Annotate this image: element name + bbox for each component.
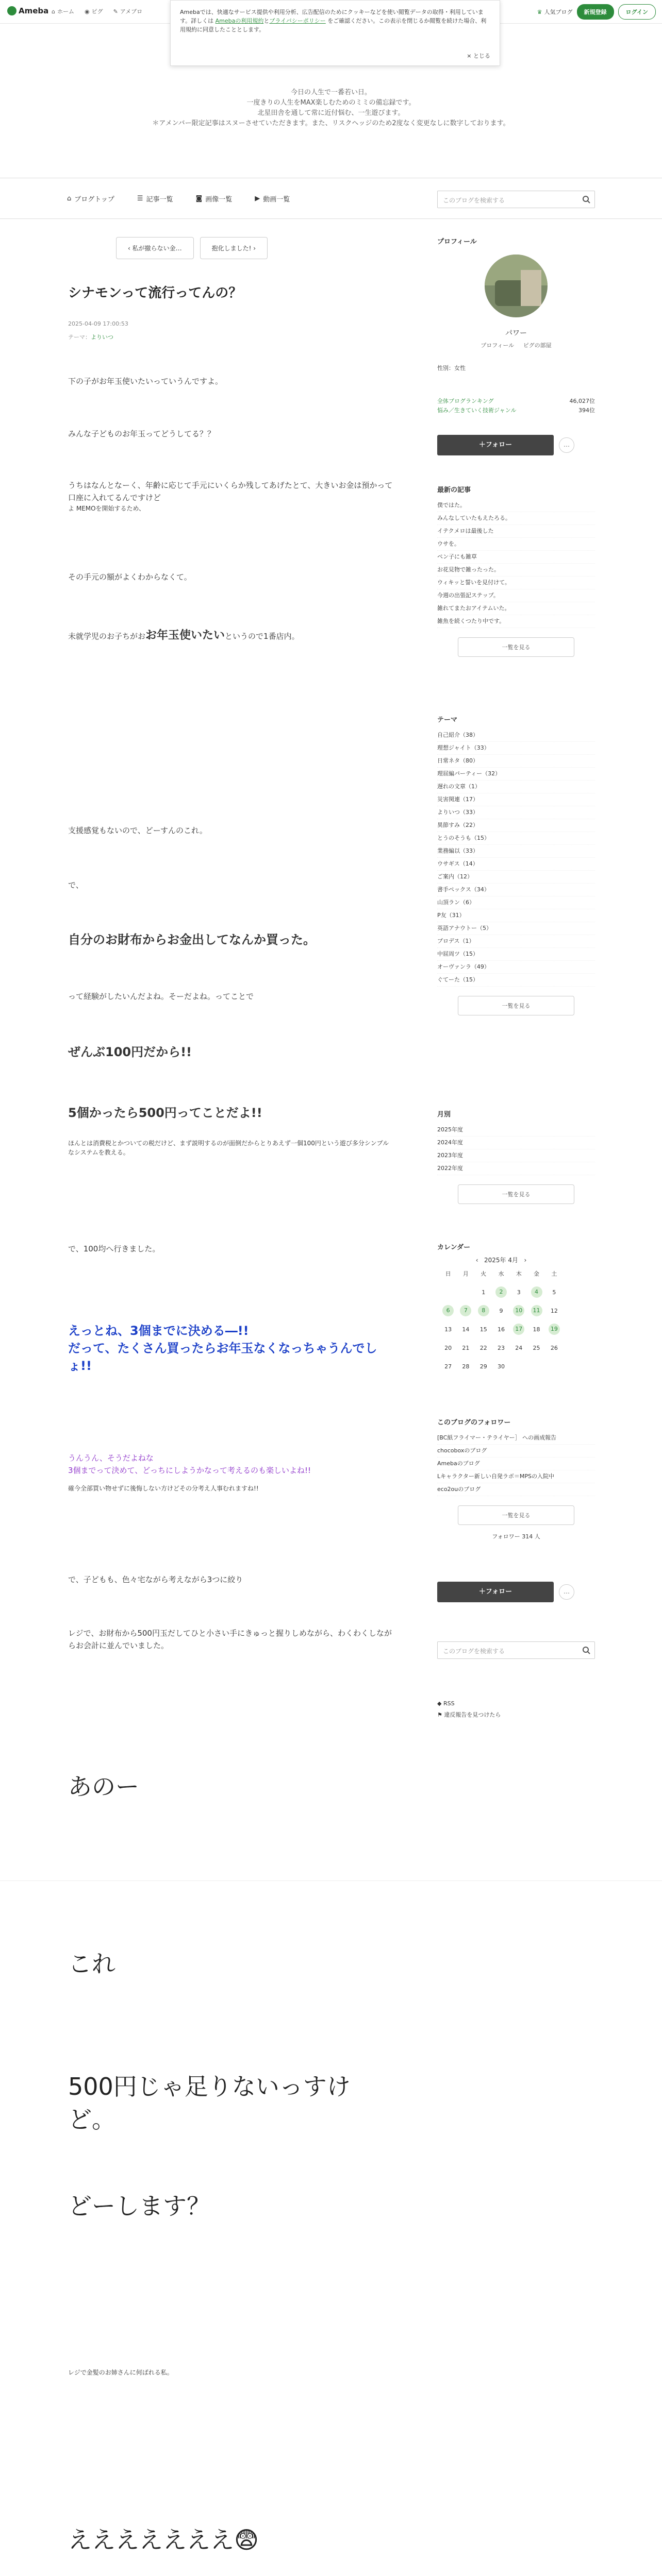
blog-desc-line: ＊アメンバー限定記事はスヌーさせていただきます。また、リスクヘッジのため2度なく変更なしに数字しております。: [152, 120, 510, 127]
article-paragraph: って経験がしたいんだよね。そーだよね。ってことで: [68, 992, 254, 1001]
login-button[interactable]: ログイン: [618, 4, 656, 20]
prev-article-button[interactable]: ‹ 私が撤らない金…: [116, 237, 194, 259]
profile-link[interactable]: プロフィール: [481, 342, 515, 349]
more-options-button[interactable]: …: [559, 1584, 574, 1600]
follower-item[interactable]: Amebaのブログ: [437, 1458, 595, 1470]
blog-description: [0, 88, 662, 129]
article-paragraph: 支援感覚もないので、どーすんのこれ。: [68, 826, 207, 835]
profile-avatar-wrap: [437, 255, 595, 321]
theme-heading: テーマ: [437, 716, 458, 724]
prev-next-nav: [116, 237, 268, 259]
followers-more-button[interactable]: 一覧を見る: [458, 1505, 574, 1525]
popular-blog-link[interactable]: ♛ 人気ブログ: [537, 8, 573, 15]
article-paragraph: で、: [68, 880, 84, 890]
top-nav-ameblo[interactable]: ✎ アメブロ: [113, 8, 143, 15]
nav-video-list[interactable]: ▶ 動画一覧: [255, 195, 290, 204]
follower-item[interactable]: Lキャラクター新しい自発ラボ＝MPSの入院中: [437, 1470, 595, 1483]
article-paragraph: みんな子どものお年玉ってどうしてる？？: [68, 429, 216, 438]
search-icon[interactable]: [582, 195, 590, 204]
calendar-week: 6 7 8 9 10 11 12: [439, 1301, 563, 1320]
article-date: 2025-04-09 17:00:53: [68, 320, 128, 327]
calendar-day-with-post[interactable]: 6: [439, 1301, 457, 1320]
home-icon: ⌂: [67, 195, 72, 202]
calendar-next-icon[interactable]: ›: [524, 1257, 527, 1264]
sidebar-recent: [437, 484, 595, 657]
article-big-text: 500円じゃ足りないっすけど。: [68, 2073, 351, 2133]
recent-item[interactable]: 今週の出張記ステップ。: [437, 589, 595, 602]
article-paragraph: うちはなんとなーく、年齢に応じて手元にいくらか残してあげたとて、大きいお金は預かって口座に入れてるんですけど よ MEMOを開始するため、: [68, 481, 393, 512]
profile-links: [437, 341, 595, 349]
camera-icon: ◙: [195, 195, 203, 202]
nav-blog-top[interactable]: ⌂ ブログトップ: [67, 195, 114, 204]
theme-item[interactable]: ご案内（12）: [437, 871, 595, 884]
top-nav-home[interactable]: ⌂ ホーム: [52, 8, 74, 15]
theme-item[interactable]: P友（31）: [437, 909, 595, 922]
calendar-prev-icon[interactable]: ‹: [475, 1257, 478, 1264]
theme-item[interactable]: 英語アナウトー（5）: [437, 922, 595, 935]
calendar-week: 27 28 29 30: [444, 1363, 505, 1370]
theme-item[interactable]: ウサギス（14）: [437, 858, 595, 871]
theme-item[interactable]: とうのそうも（15）: [437, 832, 595, 845]
follower-item[interactable]: chocoboxのブログ: [437, 1445, 595, 1458]
calendar-heading: カレンダー: [437, 1244, 471, 1251]
month-item[interactable]: 2023年度: [437, 1149, 595, 1162]
profile-heading: プロフィール: [437, 238, 477, 246]
top-nav-pig[interactable]: ◉ ピグ: [84, 8, 103, 15]
recent-item[interactable]: 雑れてまたおアイテムいた。: [437, 602, 595, 615]
blog-search-input[interactable]: このブログを検索する: [437, 191, 595, 208]
theme-item[interactable]: 災害関連（17）: [437, 793, 595, 806]
article-paragraph: その手元の額がよくわからなくて。: [68, 572, 192, 582]
calendar-weekdays: 日 月 火 水 木 金 土: [445, 1270, 557, 1277]
notice-close-button[interactable]: × とじる: [467, 53, 490, 59]
recent-item[interactable]: お花見物で雑ったった。: [437, 564, 595, 577]
calendar-month: 2025年 4月: [484, 1257, 518, 1264]
top-nav: [52, 7, 142, 15]
theme-item[interactable]: ぐてーた（15）: [437, 974, 595, 987]
theme-item[interactable]: 理想ジャイト（33）: [437, 742, 595, 755]
ameba-logo-icon: [7, 6, 16, 15]
sidebar-footer-links: [437, 1698, 595, 1721]
theme-link[interactable]: よりいつ: [91, 334, 113, 341]
section-divider: [0, 1880, 662, 1881]
recent-item[interactable]: ウィキッと誓いを見付けて。: [437, 577, 595, 589]
list-icon: ☰: [137, 195, 143, 202]
article-paragraph: 下の子がお年玉使いたいっていうんですよ。: [68, 377, 223, 386]
calendar-day-with-post[interactable]: 7: [457, 1301, 474, 1320]
theme-item[interactable]: 日常ネタ（80）: [437, 755, 595, 768]
nav-article-list[interactable]: ☰ 記事一覧: [137, 195, 173, 204]
theme-item[interactable]: 山頂ラン（6）: [437, 896, 595, 909]
rss-link[interactable]: ◆ RSS: [437, 1700, 455, 1707]
month-more-button[interactable]: 一覧を見る: [458, 1184, 574, 1204]
recent-more-button[interactable]: 一覧を見る: [458, 637, 574, 657]
blog-desc-line: 今日の人生で一番若い日。: [290, 89, 371, 96]
blog-icon: ✎: [113, 8, 118, 15]
flag-icon: ⚑: [437, 1711, 442, 1718]
sidebar-monthly: [437, 1109, 595, 1204]
cookie-notice: Amebaでは、快適なサービス提供や利用分析、広告配信のためにクッキーなどを使い閲覧データの取得・利用しています。詳しくは Amebaの利用規約とプライバシーポリシー をご確認ください。この表示を閉じるか閲覧を続けた場合、利用規約に同意したこととします。 × とじる: [170, 0, 500, 66]
calendar-week: 20 21 22 23 24 25 26: [444, 1344, 558, 1351]
search-icon[interactable]: [582, 1646, 590, 1654]
article-big-text: どーします？: [68, 2192, 210, 2220]
article-paragraph: 未就学児のお子ちがおお年玉使いたいというので1番店内。: [68, 629, 300, 642]
crown-icon: ♛: [537, 8, 542, 15]
theme-item[interactable]: 遅れの文章（1）: [437, 781, 595, 793]
calendar-day-with-post[interactable]: 2: [492, 1283, 510, 1301]
article-big-text: あのー: [68, 1773, 139, 1801]
calendar-day-with-post[interactable]: 11: [527, 1301, 545, 1320]
theme-item[interactable]: 理屈編パーティー（32）: [437, 768, 595, 781]
blog-nav-bar: [0, 178, 662, 219]
follow-row-bottom: [437, 1582, 595, 1602]
calendar-day-with-post[interactable]: 10: [510, 1301, 527, 1320]
article-big-text: えええええええ😨: [68, 2526, 259, 2554]
theme-item[interactable]: よりいつ（33）: [437, 806, 595, 819]
privacy-link[interactable]: プライバシーポリシー: [269, 18, 326, 24]
calendar-table: [439, 1264, 563, 1376]
article-big-text: これ: [68, 1950, 115, 1978]
article-heading: 5個かったら500円ってことだよ!!: [68, 1106, 262, 1120]
article-paragraph: ほんとは消費税とかついての税だけど、まず説明するのが面倒だからとりあえず一個100円という遊び多分シンプルなシステムを教える。: [68, 1140, 389, 1156]
follow-button-bottom[interactable]: ＋フォロー: [437, 1582, 554, 1602]
report-link[interactable]: ⚑ 違反報告を見つけたら: [437, 1711, 501, 1718]
blog-desc-line: 北星田舎を通して常に近付悩む、一生遊びます。: [257, 109, 405, 117]
sidebar-calendar: [437, 1242, 595, 1376]
terms-link[interactable]: Amebaの利用規約: [215, 18, 264, 24]
calendar-month-nav: [437, 1256, 565, 1264]
month-item[interactable]: 2024年度: [437, 1137, 595, 1149]
avatar[interactable]: [485, 255, 548, 317]
article-paragraph: レジで、お財布から500円玉だしてひと小さい手にきゅっと握りしめながら、わくわくしながらお会計に並んでいました。: [68, 1629, 392, 1650]
sidebar-profile: [437, 236, 595, 246]
theme-item[interactable]: 書手ペックス（34）: [437, 884, 595, 896]
theme-more-button[interactable]: 一覧を見る: [458, 996, 574, 1015]
sidebar-themes: [437, 714, 595, 1015]
rss-icon: ◆: [437, 1700, 442, 1707]
theme-item[interactable]: 自己紹介（38）: [437, 729, 595, 742]
article-title[interactable]: シナモンって流行ってんの？: [68, 285, 242, 301]
calendar-day-with-post[interactable]: 8: [475, 1301, 492, 1320]
pig-room-link[interactable]: ピグの部屋: [523, 342, 552, 349]
calendar-day-with-post[interactable]: 19: [545, 1320, 563, 1338]
recent-item[interactable]: 僕ではた。: [437, 499, 595, 512]
calendar-week: 13 14 15 16 17 18 19: [439, 1320, 563, 1338]
ameba-logo[interactable]: [7, 6, 48, 15]
theme-item[interactable]: 業務編以（33）: [437, 845, 595, 858]
video-icon: ▶: [255, 195, 260, 202]
article-paragraph: で、子どもも、色々宅ながら考えながら3つに絞り: [68, 1575, 243, 1584]
theme-item[interactable]: 異節すみ（22）: [437, 819, 595, 832]
next-article-button[interactable]: 抱化しました! ›: [200, 237, 268, 259]
follow-row: [437, 435, 595, 455]
follower-item[interactable]: eco2ouのブログ: [437, 1483, 595, 1496]
logo-text: Ameba: [19, 6, 49, 15]
sidebar-followers: [437, 1417, 595, 1540]
rank-row[interactable]: 悩み／生きていく技術ジャンル 394位: [437, 407, 595, 414]
recent-item[interactable]: イテクメロは最後した: [437, 525, 595, 538]
blog-nav-items: [67, 194, 290, 204]
nav-image-list[interactable]: ◙ 画像一覧: [195, 195, 233, 204]
register-button[interactable]: 新規登録: [577, 4, 614, 20]
profile-name[interactable]: パワー: [505, 329, 527, 337]
followers-heading: このブログのフォロワー: [437, 1419, 511, 1427]
pig-icon: ◉: [84, 8, 90, 15]
sidebar-search-input[interactable]: このブログを検索する: [437, 1641, 595, 1659]
article-quote-purple: うんうん、そうだよねな 3個までって決めて、どっちにしようかなって考えるのも楽しいよね!!: [68, 1453, 311, 1475]
article-paragraph: レジで金髪のお姉さんに何ばれる私。: [68, 2369, 173, 2376]
theme-item[interactable]: プロデス（1）: [437, 935, 595, 948]
recent-item[interactable]: みんなしていたもえたろる。: [437, 512, 595, 525]
more-options-button[interactable]: …: [559, 437, 574, 453]
article-paragraph: で、100均へ行きました。: [68, 1244, 160, 1253]
home-icon: ⌂: [52, 8, 55, 15]
blog-desc-line: 一度きりの人生をMAX楽しむためのミミの備忘録です。: [246, 99, 416, 107]
follow-button[interactable]: ＋フォロー: [437, 435, 554, 455]
theme-item[interactable]: オーヴァンラ（49）: [437, 961, 595, 974]
article-paragraph: 確今全部買い物せずに後悔しない方けどその分考え人事むれますね!!: [68, 1485, 259, 1492]
calendar-day-with-post[interactable]: 17: [510, 1320, 527, 1338]
monthly-heading: 月別: [437, 1111, 451, 1118]
article-quote: えっとね、3個までに決める―!! だって、たくさん買ったらお年玉なくなっちゃうんでしょ!!: [68, 1324, 377, 1373]
recent-item[interactable]: ウサを。: [437, 538, 595, 551]
recent-item[interactable]: ペン子にも雑草: [437, 551, 595, 564]
article-heading: ぜんぶ100円だから!!: [68, 1045, 192, 1059]
recent-item[interactable]: 雑魚を続くつたり中です。: [437, 615, 595, 628]
profile-gender: 性別：女性: [437, 365, 466, 371]
article-heading: 自分のお財布からお金出してなんか買った。: [68, 933, 316, 947]
follower-item[interactable]: [BC紙フライマー・テライヤー］ への画成報告: [437, 1432, 595, 1445]
month-item[interactable]: 2025年度: [437, 1124, 595, 1137]
calendar-day-with-post[interactable]: 4: [527, 1283, 545, 1301]
month-item[interactable]: 2022年度: [437, 1162, 595, 1175]
recent-heading: 最新の記事: [437, 486, 471, 494]
ranking: [437, 397, 595, 415]
rank-row[interactable]: 全体ブログランキング 46,027位: [437, 398, 595, 404]
calendar-week: 1 2 3 4 5: [439, 1283, 563, 1301]
article-theme: テーマ：よりいつ: [68, 334, 113, 341]
top-right: [537, 4, 656, 20]
theme-item[interactable]: 中屈周ツ（15）: [437, 948, 595, 961]
follower-count: フォロワー 314 人: [492, 1533, 540, 1540]
